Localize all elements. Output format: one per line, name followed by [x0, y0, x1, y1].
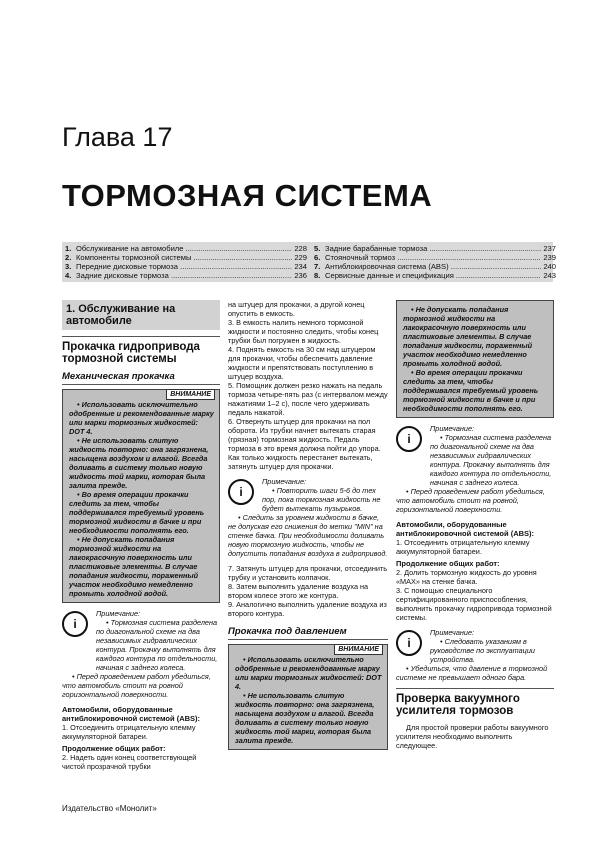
general-heading: Продолжение общих работ: [396, 559, 500, 568]
note-block [396, 628, 554, 682]
note-block [228, 477, 388, 558]
note-text: • Убедиться, что давление в тормозной системе не превышает одного бара. [396, 664, 548, 682]
note-label: Примечание: [430, 424, 475, 433]
step-text: 1. Отсоединить отрицательную клемму аккумуляторной батареи. [396, 538, 530, 556]
note-text: • Перед проведением работ убедиться, что автомобиль стоит на ровной горизонтальной поверхности. [62, 672, 211, 699]
toc-left-column [65, 244, 307, 280]
step-text: 8. Затем выполнить удаление воздуха на втором колесе этого же контура. [228, 582, 369, 600]
step-text: 4. Поднять емкость на 30 см над штуцером для прокачки, чтобы обеспечить давление жидкости и препятствовать поступлению в штуцер воздуха. [228, 345, 376, 381]
note-text: • Повторить шаги 5-6 до тех пор, пока тормозная жидкость не будет вытекать пузырьков. [262, 486, 381, 513]
note-text: • Перед проведением работ убедиться, что автомобиль стоит на ровной, горизонтальной поверхности. [396, 487, 545, 514]
step-text: 5. Помощник должен резко нажать на педаль тормоза четыре-пять раз (с интервалом между нажатиями 1–2 с), после чего удерживать педаль нажатой. [228, 381, 388, 417]
note-text: • Следовать указаниям в руководстве по эксплуатации устройства. [430, 637, 535, 664]
step-text: 9. Аналогично выполнить удаление воздуха из второго контура. [228, 600, 387, 618]
note-text: • Тормозная система разделена по диагональной схеме на два независимых гидравлических контура. Прокачку выполнять для каждого контура по отдельности, начиная с заднего колеса. [96, 618, 218, 672]
toc-item[interactable]: 4. Задние дисковые тормоза ..... 236 [65, 271, 307, 280]
section-heading: 1. Обслуживание на автомобиле [62, 300, 220, 330]
toc-item[interactable]: 8. Сервисные данные и спецификация ..... 243 [314, 271, 556, 280]
warning-text: • Не допускать попадания тормозной жидкости на лакокрасочную поверхность или пластиковые элементы. В случае попадания жидкости, пораженный участок необходимо немедленно промыть холодной водой. [403, 305, 533, 368]
subsubsection-heading: Прокачка под давлением [228, 626, 388, 640]
subsection-heading: Прокачка гидропривода тормозной системы [62, 336, 220, 365]
info-icon: i [62, 611, 88, 637]
warning-text: • Не использовать слитую жидкость повторно: она загрязнена, насыщена воздухом и влагой. Всегда доливать в систему только новую жидкость той марки, которая была залита прежде. [69, 436, 209, 490]
step-text: 1. Отсоединить отрицательную клемму аккумуляторной батареи. [62, 723, 196, 741]
column-1 [62, 300, 220, 771]
body-text: Для простой проверки работы вакуумного усилителя необходимо выполнить следующее. [396, 723, 549, 750]
toc-item[interactable]: 1. Обслуживание на автомобиле ..... 228 [65, 244, 307, 253]
warning-text: • Во время операции прокачки следить за тем, чтобы поддерживался требуемый уровень тормозной жидкости в бачке и при необходимости пополнять его. [69, 490, 205, 535]
column-2 [228, 300, 388, 756]
step-text: 2. Надеть один конец соответствующей чистой прозрачной трубки [62, 753, 197, 771]
page-title: ТОРМОЗНАЯ СИСТЕМА [62, 178, 433, 213]
warning-text: • Не допускать попадания тормозной жидкости на лакокрасочную поверхность или пластиковые элементы. В случае попадания жидкости, пораженный участок необходимо немедленно промыть холодной водой. [69, 535, 199, 598]
warning-box [228, 644, 388, 750]
toc-right-column [314, 244, 556, 280]
info-icon: i [228, 479, 254, 505]
step-text: 6. Отвернуть штуцер для прокачки на пол оборота. Из трубки начнет вытекать старая (грязная) тормозная жидкость. Педаль тормоза в это время должна пойти до упора. Как только жидкость перестанет вытекать, затянуть штуцер для прокачки. [228, 417, 381, 471]
publisher-footer: Издательство «Монолит» [62, 804, 157, 813]
step-text: на штуцер для прокачки, а другой конец опустить в емкость. [228, 300, 365, 318]
info-icon: i [396, 630, 422, 656]
warning-text: • Использовать исключительно одобренные и рекомендованные марку или марки тормозных жидкостей: DOT 4. [235, 655, 382, 691]
step-text: 3. С помощью специального сертифицированного приспособления, выполнить прокачку гидропривода тормозной системы. [396, 586, 552, 622]
warning-text: • Во время операции прокачки следить за тем, чтобы поддерживался требуемый уровень тормозной жидкости в бачке и при необходимости пополнять его. [403, 368, 539, 413]
abs-heading: Автомобили, оборудованные антиблокировочной системой (ABS): [396, 520, 535, 538]
subsection-heading: Проверка вакуумного усилителя тормозов [396, 688, 554, 717]
toc-item[interactable]: 3. Передние дисковые тормоза ..... 234 [65, 262, 307, 271]
note-text: • Следить за уровнем жидкости в бачке, не допуская его снижения до метки "MIN" на стенке бачка. При необходимости доливать новую тормозную жидкость, чтобы не допустить попадания воздуха в гидропривод. [228, 513, 388, 558]
note-block [62, 609, 220, 699]
warning-text: • Не использовать слитую жидкость повторно: она загрязнена, насыщена воздухом и влагой. Всегда доливать в систему только новую жидкость той марки, которая была залита прежде. [235, 691, 375, 745]
warning-box-continued [396, 300, 554, 418]
toc-item[interactable]: 6. Стояночный тормоз ..... 239 [314, 253, 556, 262]
warning-text: • Использовать исключительно одобренные и рекомендованные марку или марки тормозных жидкостей: DOT 4. [69, 400, 214, 436]
note-block [396, 424, 554, 514]
chapter-label: Глава 17 [62, 122, 173, 152]
note-label: Примечание: [96, 609, 141, 618]
note-label: Примечание: [262, 477, 307, 486]
toc-item[interactable]: 2. Компоненты тормозной системы ..... 229 [65, 253, 307, 262]
column-3 [396, 300, 554, 750]
warning-label: ВНИМАНИЕ [166, 389, 215, 400]
warning-label: ВНИМАНИЕ [334, 644, 383, 655]
table-of-contents [62, 242, 556, 282]
toc-item[interactable]: 5. Задние барабанные тормоза ..... 237 [314, 244, 556, 253]
note-text: • Тормозная система разделена по диагональной схеме на два независимых гидравлических контура. Прокачку выполнять для каждого контура по отдельности, начиная с заднего колеса. [430, 433, 552, 487]
step-text: 3. В емкость налить немного тормозной жидкости и постоянно следить, чтобы конец трубки был погружен в жидкость. [228, 318, 379, 345]
general-heading: Продолжение общих работ: [62, 744, 166, 753]
abs-heading: Автомобили, оборудованные антиблокировочной системой (ABS): [62, 705, 201, 723]
toc-item[interactable]: 7. Антиблокировочная система (ABS) ..... 240 [314, 262, 556, 271]
note-label: Примечание: [430, 628, 475, 637]
info-icon: i [396, 426, 422, 452]
step-text: 2. Долить тормозную жидкость до уровня «MAX» на стенке бачка. [396, 568, 537, 586]
warning-box [62, 389, 220, 603]
step-text: 7. Затянуть штуцер для прокачки, отсоединить трубку и установить колпачок. [228, 564, 388, 582]
subsubsection-heading: Механическая прокачка [62, 371, 220, 385]
